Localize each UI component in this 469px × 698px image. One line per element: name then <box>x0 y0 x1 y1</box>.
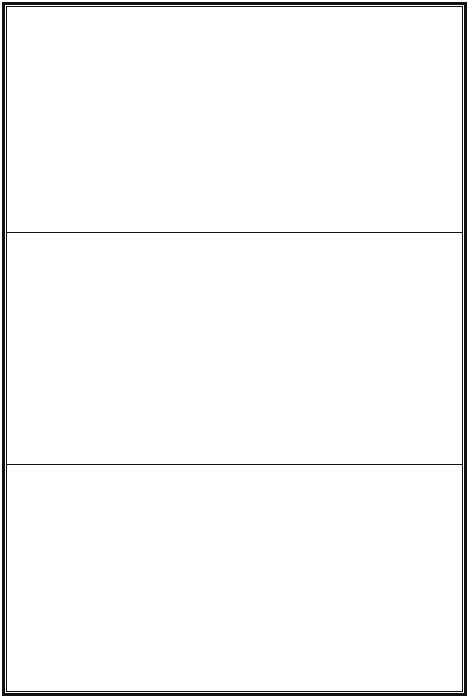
text-column <box>23 9 39 229</box>
text-column <box>397 468 412 688</box>
text-column <box>275 468 290 688</box>
text-column <box>336 468 351 688</box>
text-column <box>357 468 372 688</box>
text-column <box>338 9 354 229</box>
text-column <box>112 468 127 688</box>
text-column <box>173 468 188 688</box>
text-column <box>316 468 331 688</box>
text-column <box>153 468 168 688</box>
text-column <box>10 468 25 688</box>
top-text-columns <box>10 9 459 229</box>
text-column <box>92 468 107 688</box>
text-column <box>380 9 396 229</box>
text-column <box>132 468 147 688</box>
text-column <box>234 468 249 688</box>
text-column <box>418 468 433 688</box>
text-column <box>254 9 270 229</box>
text-column <box>71 468 86 688</box>
bottom-text-columns <box>10 468 433 688</box>
text-column <box>422 9 438 229</box>
text-column <box>170 9 186 229</box>
text-column <box>401 9 417 229</box>
text-column <box>377 468 392 688</box>
text-column <box>255 468 270 688</box>
text-column <box>295 468 310 688</box>
text-column <box>149 9 165 229</box>
text-column <box>107 9 123 229</box>
text-column <box>194 468 209 688</box>
text-column <box>51 468 66 688</box>
text-column <box>359 9 375 229</box>
text-column <box>443 9 459 229</box>
text-column <box>65 9 81 229</box>
text-column <box>233 9 249 229</box>
text-column <box>214 468 229 688</box>
divider-top <box>6 232 463 233</box>
text-column <box>275 9 291 229</box>
bottom-text-panel <box>10 468 459 688</box>
text-column <box>317 9 333 229</box>
text-column <box>86 9 102 229</box>
divider-bottom <box>6 464 463 465</box>
text-column <box>296 9 312 229</box>
text-column <box>44 9 60 229</box>
text-column <box>191 9 207 229</box>
middle-title-panel <box>10 236 459 460</box>
text-column <box>128 9 144 229</box>
text-column <box>212 9 228 229</box>
text-column <box>31 468 46 688</box>
top-text-panel <box>10 9 459 229</box>
